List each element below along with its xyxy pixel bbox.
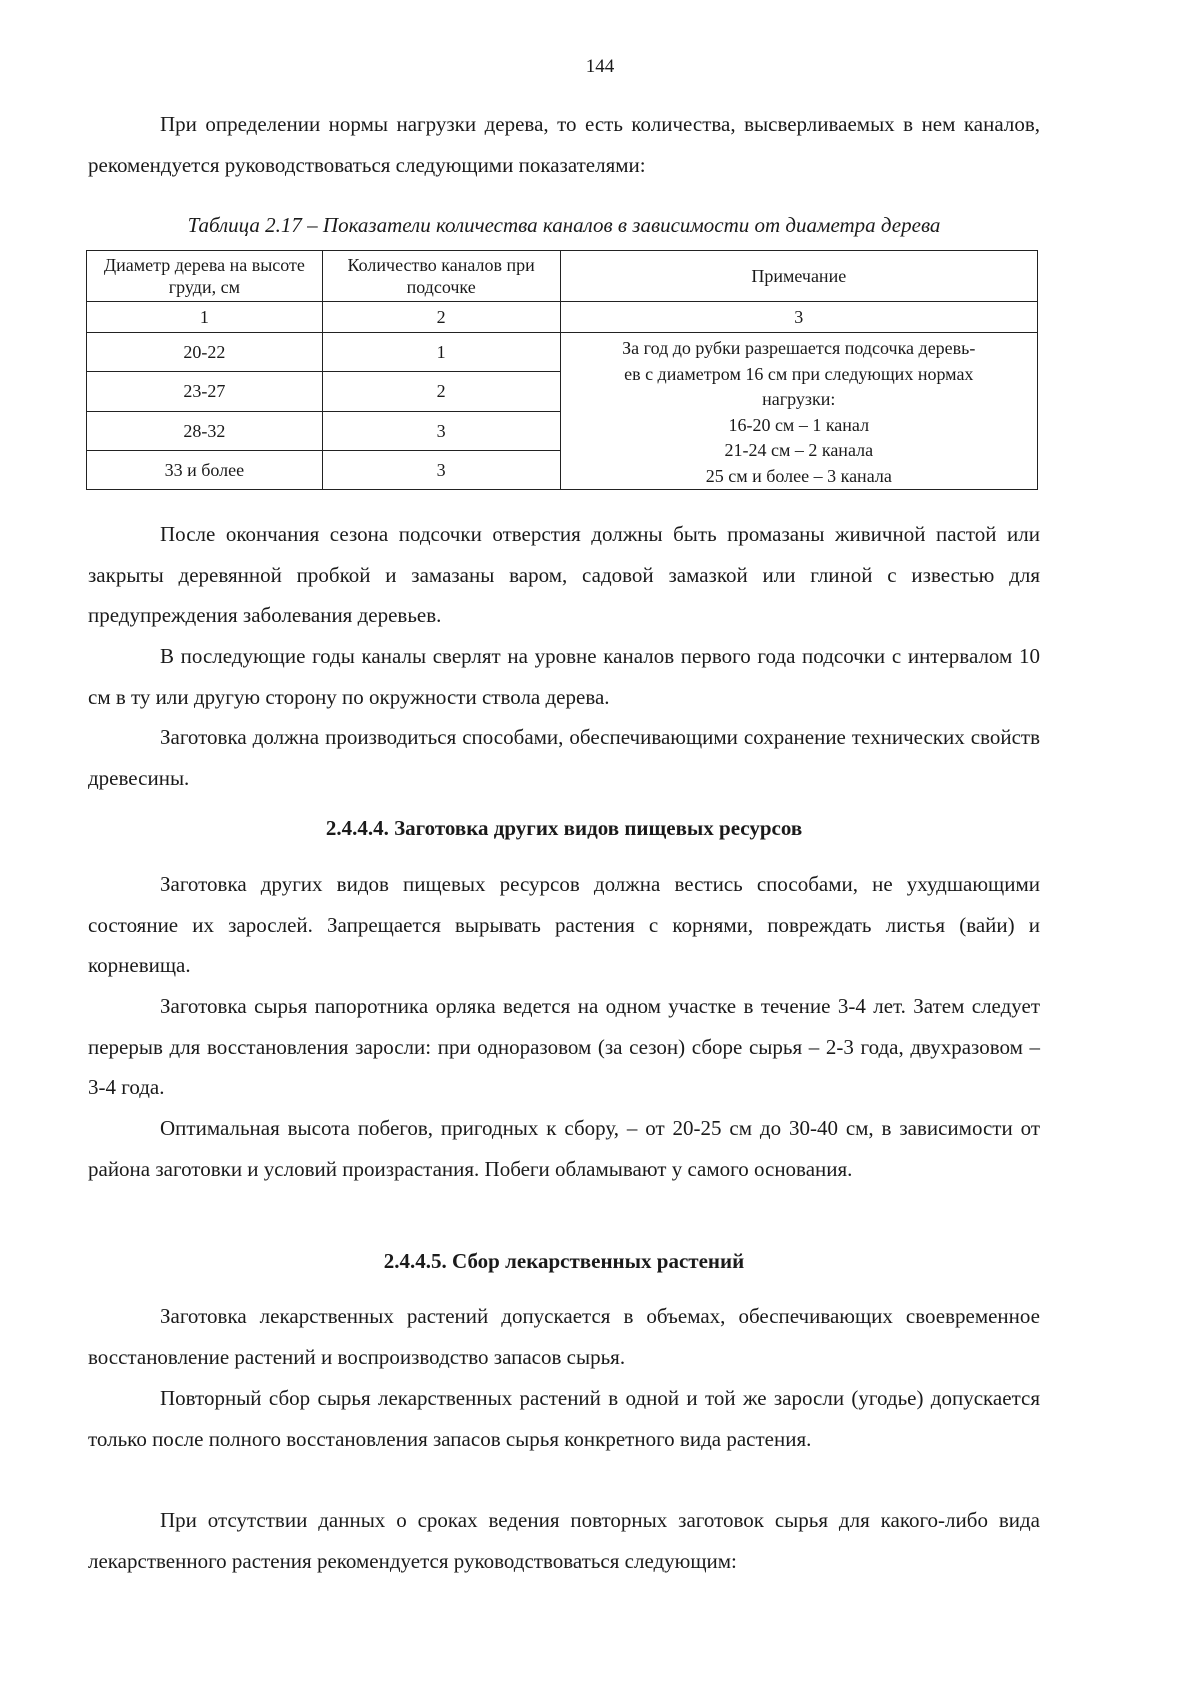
header-diameter: Диаметр дерева на высоте груди, см [87, 251, 323, 302]
diameter-cell: 28-32 [87, 411, 323, 450]
channels-cell: 3 [322, 411, 560, 450]
paragraph: Оптимальная высота побегов, пригодных к сбору, – от 20-25 см до 30-40 см, в зависимости от района заготовки и условий произрастания. Побеги обламывают у самого основания. [88, 1116, 1040, 1181]
paragraph: Повторный сбор сырья лекарственных растений в одной и той же заросли (угодье) допускается только после полного восстановления запасов сырья конкретного вида растения. [88, 1386, 1040, 1451]
channels-cell: 3 [322, 450, 560, 489]
paragraph: В последующие годы каналы сверлят на уровне каналов первого года подсочки с интервалом 10 см в ту или другую сторону по окружности ствола дерева. [88, 644, 1040, 709]
paragraph: Заготовка сырья папоротника орляка ведется на одном участке в течение 3-4 лет. Затем следует перерыв для восстановления заросли: при одноразовом (за сезон) сборе сырья – 2-3 года, двухразовом – 3-4 года. [88, 994, 1040, 1099]
table-row [87, 333, 1038, 372]
paragraph: При отсутствии данных о сроках ведения повторных заготовок сырья для какого-либо вида лекарственного растения рекомендуется руководствоваться следующим: [88, 1508, 1040, 1573]
note-line: ев с диаметром 16 см при следующих нормах [624, 363, 974, 384]
diameter-cell: 20-22 [87, 333, 323, 372]
paragraph: После окончания сезона подсочки отверстия должны быть промазаны живичной пастой или закрыты деревянной пробкой и замазаны варом, садовой замазкой или глиной с известью для предупреждения заболевания деревьев. [88, 522, 1040, 627]
note-line: За год до рубки разрешается подсочка деревь- [622, 338, 976, 358]
column-number: 2 [322, 302, 560, 333]
header-note: Примечание [560, 251, 1037, 302]
note-line: 21-24 см – 2 канала [724, 440, 874, 460]
note-line: нагрузки: [762, 389, 836, 409]
channels-cell: 2 [322, 372, 560, 411]
table-header-row [87, 251, 1038, 302]
column-number: 1 [87, 302, 323, 333]
note-line: 16-20 см – 1 канал [728, 414, 870, 435]
diameter-cell: 33 и более [87, 450, 323, 489]
channels-cell: 1 [322, 333, 560, 372]
section-heading: 2.4.4.5. Сбор лекарственных растений [383, 1249, 745, 1273]
header-channels: Количество каналов при подсочке [322, 251, 560, 302]
intro-paragraph: При определении нормы нагрузки дерева, то есть количества, высверливаемых в нем каналов, рекомендуется руководствоваться следующими показателями: [88, 112, 1040, 177]
paragraph: Заготовка лекарственных растений допускается в объемах, обеспечивающих своевременное восстановление растений и воспроизводство запасов сырья. [88, 1304, 1040, 1369]
diameter-cell: 23-27 [87, 372, 323, 411]
section-heading: 2.4.4.4. Заготовка других видов пищевых ресурсов [325, 816, 803, 840]
table-caption: Таблица 2.17 – Показатели количества каналов в зависимости от диаметра дерева [187, 213, 941, 237]
table-column-numbers-row [87, 302, 1038, 333]
page-number: 144 [585, 56, 615, 77]
column-number: 3 [560, 302, 1037, 333]
paragraph: Заготовка должна производиться способами, обеспечивающими сохранение технических свойств древесины. [88, 725, 1040, 790]
paragraph: Заготовка других видов пищевых ресурсов должна вестись способами, не ухудшающими состояние их зарослей. Запрещается вырывать растения с корнями, повреждать листья (вайи) и корневища. [88, 872, 1040, 977]
channels-table [86, 250, 1038, 490]
note-line: 25 см и более – 3 канала [705, 465, 892, 486]
note-cell [560, 333, 1037, 490]
